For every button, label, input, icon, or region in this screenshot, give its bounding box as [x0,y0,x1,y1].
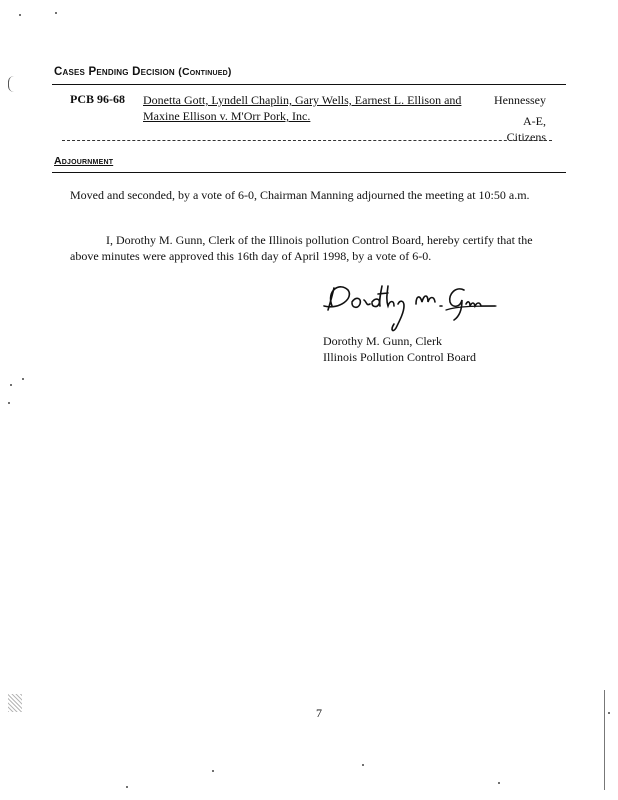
adjournment-heading: Adjournment [54,155,114,167]
section-continued: (Continued) [178,66,232,78]
section-title [54,66,232,78]
case-county: Hennessey [494,93,546,107]
scan-speck [212,770,214,772]
handwritten-signature [318,276,498,332]
scan-speck [22,378,24,380]
case-title-line1: Donetta Gott, Lyndell Chaplin, Gary Wells, Earnest L. Ellison and [143,93,462,107]
certification-line1: I, Dorothy M. Gunn, Clerk of the Illinois pollution Control Board, hereby certify that the [106,233,533,247]
header-rule [52,84,566,85]
case-title-line2: Maxine Ellison v. M'Orr Pork, Inc. [143,109,311,123]
signer-organization: Illinois Pollution Control Board [323,350,477,364]
scan-mark [8,76,15,92]
scan-speck [608,712,610,714]
certification-text [70,232,560,264]
scan-speck [498,782,500,784]
scan-speck [126,786,128,788]
case-number: PCB 96-68 [70,92,125,106]
scan-speck [10,384,12,386]
case-type-line2: Citizens [506,130,546,144]
adjournment-rule [52,172,566,173]
case-title [143,92,483,124]
adjournment-text: Moved and seconded, by a vote of 6-0, Chairman Manning adjourned the meeting at 10:50 a.m. [70,188,530,202]
case-separator [62,140,552,141]
signer-name: Dorothy M. Gunn, Clerk [323,334,442,348]
scan-speck [19,14,21,16]
case-type-line1: A-E, [523,114,546,128]
scan-speck [8,402,10,404]
page-number: 7 [316,706,322,720]
scan-edge-line [604,690,605,790]
certification-line2: above minutes were approved this 16th day of April 1998, by a vote of 6-0. [70,249,432,263]
scan-speck [362,764,364,766]
section-title-text: Cases Pending Decision [54,66,175,78]
scan-noise [8,694,22,712]
scan-speck [55,12,57,14]
